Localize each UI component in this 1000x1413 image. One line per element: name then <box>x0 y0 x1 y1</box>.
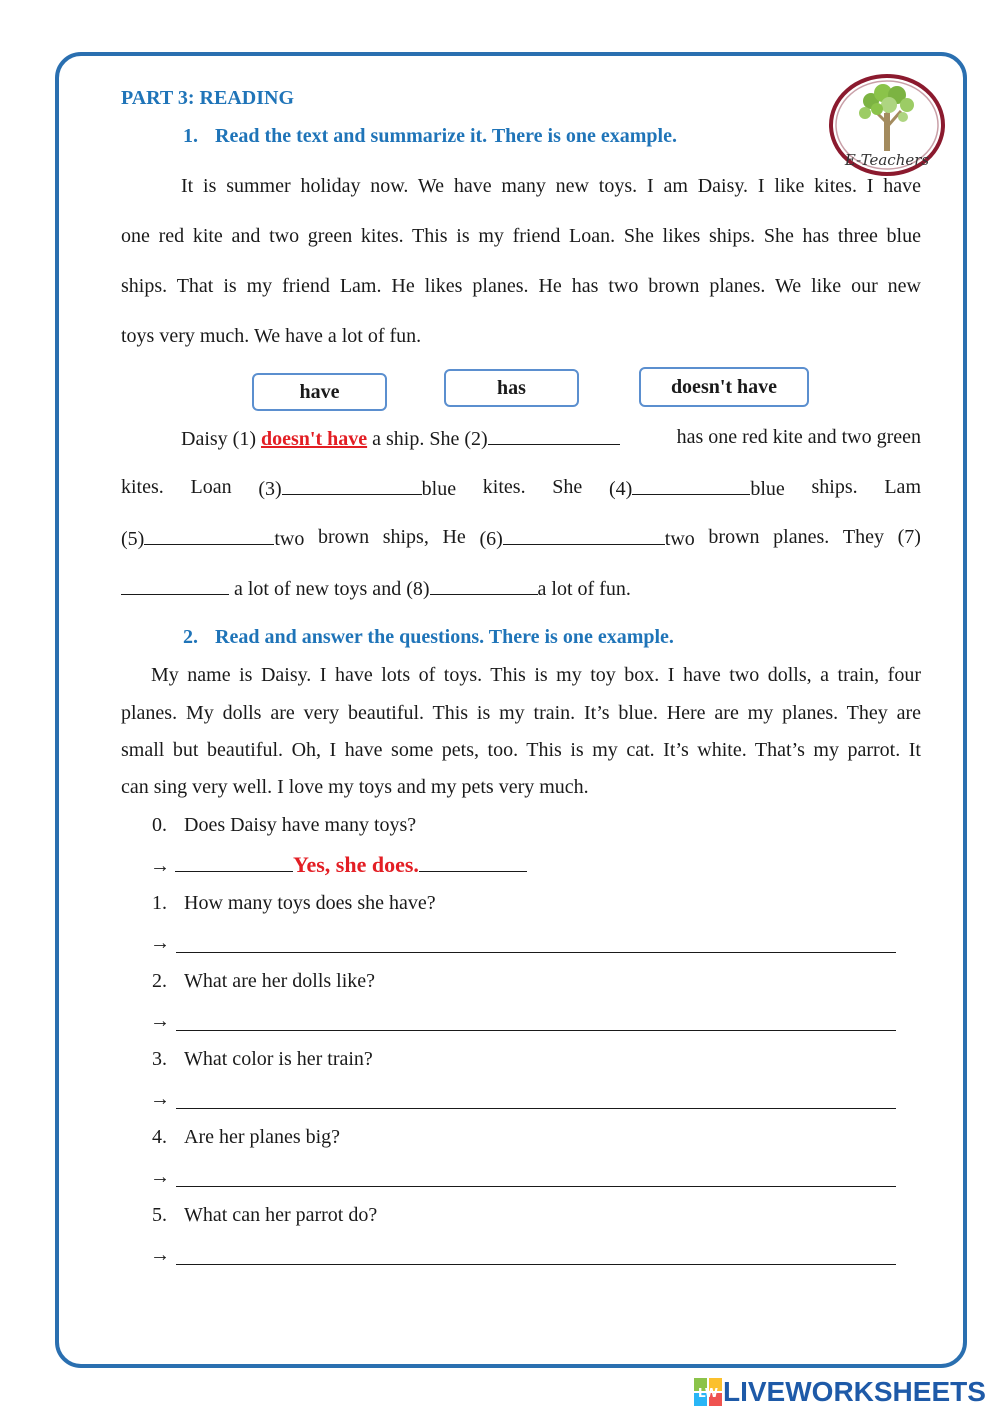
liveworksheets-logo[interactable] <box>693 1376 986 1408</box>
summary-text: (7) <box>897 526 921 548</box>
example-answer: Yes, she does. <box>293 852 419 877</box>
question-text: What are her dolls like? <box>184 970 376 992</box>
summary-text: blue <box>421 478 457 500</box>
example-answer-line <box>150 852 527 878</box>
question-3 <box>152 1048 373 1071</box>
liveworksheets-icon <box>693 1377 723 1407</box>
summary-text: She <box>552 476 583 498</box>
passage1-line-1: It is summer holiday now. We have many new toys. I am Daisy. I like kites. I have <box>181 175 921 197</box>
answer-input-4[interactable] <box>176 1185 896 1187</box>
passage1-line-4: toys very much. We have a lot of fun. <box>121 325 422 347</box>
summary-text: Lam <box>884 476 921 498</box>
liveworksheets-wordmark: LIVEWORKSHEETS <box>723 1376 986 1407</box>
question-number: 1. <box>152 892 167 914</box>
summary-text: two <box>274 528 305 550</box>
section2-heading <box>183 626 674 649</box>
section2-title: Read and answer the questions. There is one example. <box>215 626 674 648</box>
answer-4 <box>150 1166 896 1189</box>
summary-text: has one red kite and two green <box>676 426 921 448</box>
arrow-icon: → <box>150 855 170 877</box>
blank-3[interactable] <box>282 476 422 495</box>
passage2-line-2: planes. My dolls are very beautiful. This is my train. It’s blue. Here are my planes. They are <box>121 702 921 724</box>
question-1 <box>152 892 436 915</box>
answer-input-2[interactable] <box>176 1029 896 1031</box>
summary-text: kites. <box>482 476 526 498</box>
question-text: What can her parrot do? <box>184 1204 378 1226</box>
section1-heading <box>183 125 677 148</box>
summary-line-1 <box>181 426 921 451</box>
arrow-icon: → <box>150 1010 170 1032</box>
summary-text: a lot of new toys and (8) <box>234 578 430 600</box>
answer-line-fill <box>419 853 527 872</box>
question-text: How many toys does she have? <box>184 892 436 914</box>
question-4 <box>152 1126 340 1149</box>
blank-7[interactable] <box>121 576 229 595</box>
summary-text: ships. <box>811 476 858 498</box>
summary-text: a lot of fun. <box>537 578 631 600</box>
summary-text: (5) <box>121 528 145 550</box>
passage2-line-4: can sing very well. I love my toys and my pets very much. <box>121 776 589 798</box>
question-number: 5. <box>152 1204 167 1226</box>
arrow-icon: → <box>150 932 170 954</box>
section2-number: 2. <box>183 626 198 648</box>
e-teachers-logo <box>827 73 947 177</box>
summary-text: (4) <box>609 478 633 500</box>
summary-text: Daisy (1) <box>181 428 256 450</box>
blank-5[interactable] <box>144 526 274 545</box>
question-number: 4. <box>152 1126 167 1148</box>
word-bank-has[interactable]: has <box>444 369 579 407</box>
answer-input-5[interactable] <box>176 1263 896 1265</box>
word-bank-doesnt-have[interactable]: doesn't have <box>639 367 809 407</box>
summary-text: kites. <box>121 476 164 498</box>
summary-line-4 <box>121 576 631 601</box>
section1-title: Read the text and summarize it. There is one example. <box>215 125 677 147</box>
summary-text: planes. <box>773 526 830 548</box>
summary-line-3 <box>121 526 921 551</box>
question-number: 3. <box>152 1048 167 1070</box>
word-bank-have[interactable]: have <box>252 373 387 411</box>
summary-text: two <box>664 528 695 550</box>
example-question <box>152 814 416 837</box>
arrow-icon: → <box>150 1166 170 1188</box>
answer-1 <box>150 932 896 955</box>
example-answer-1: doesn't have <box>260 428 368 450</box>
arrow-icon: → <box>150 1088 170 1110</box>
passage2-line-1: My name is Daisy. I have lots of toys. This is my toy box. I have two dolls, a train, four <box>151 664 921 686</box>
passage2-line-3: small but beautiful. Oh, I have some pets, too. This is my cat. It’s white. That’s my parrot. It <box>121 739 921 761</box>
arrow-icon: → <box>150 1244 170 1266</box>
blank-4[interactable] <box>632 476 750 495</box>
logo-text: E-Teachers <box>844 151 930 169</box>
blank-6[interactable] <box>503 526 665 545</box>
summary-text: a ship. She (2) <box>372 428 488 450</box>
section1-number: 1. <box>183 125 198 147</box>
question-text: Does Daisy have many toys? <box>184 814 417 836</box>
question-text: What color is her train? <box>184 1048 373 1070</box>
answer-input-3[interactable] <box>176 1107 896 1109</box>
liveworksheets-badge: LW <box>698 1386 718 1400</box>
summary-text: (3) <box>258 478 282 500</box>
summary-text: They <box>842 526 884 548</box>
question-number: 2. <box>152 970 167 992</box>
answer-3 <box>150 1088 896 1111</box>
summary-text: blue <box>750 478 785 500</box>
question-5 <box>152 1204 377 1227</box>
question-2 <box>152 970 375 993</box>
blank-8[interactable] <box>430 576 538 595</box>
question-number: 0. <box>152 814 167 836</box>
question-text: Are her planes big? <box>184 1126 341 1148</box>
answer-line-fill <box>175 853 293 872</box>
passage1-line-3: ships. That is my friend Lam. He likes planes. He has two brown planes. We like our new <box>121 275 921 297</box>
answer-5 <box>150 1244 896 1267</box>
summary-text: Loan <box>190 476 232 498</box>
part-title: PART 3: READING <box>121 87 295 109</box>
summary-text: He <box>442 526 466 548</box>
blank-2[interactable] <box>488 426 620 445</box>
summary-text: ships, <box>382 526 429 548</box>
summary-text: brown <box>317 526 370 548</box>
passage1-line-2: one red kite and two green kites. This is my friend Loan. She likes ships. She has three blue <box>121 225 921 247</box>
summary-text: brown <box>708 526 760 548</box>
summary-text: (6) <box>479 528 503 550</box>
answer-input-1[interactable] <box>176 951 896 953</box>
answer-2 <box>150 1010 896 1033</box>
summary-line-2 <box>121 476 921 501</box>
